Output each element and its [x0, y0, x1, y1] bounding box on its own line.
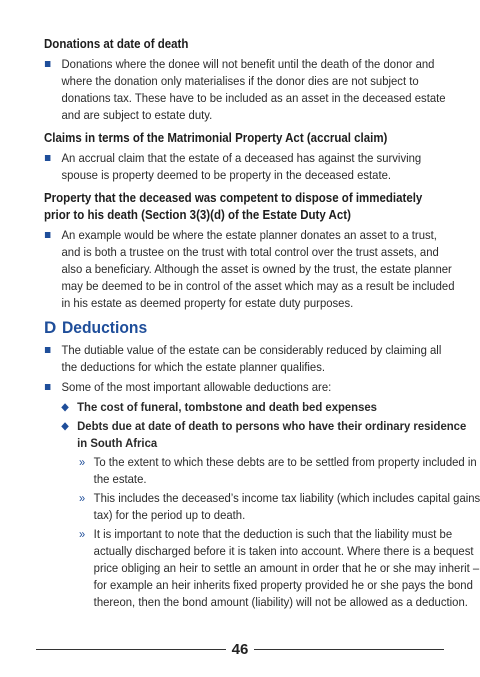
section-heading: Donations at date of death — [44, 37, 189, 51]
sub-sub-bullet-text: This includes the deceased’s income tax liability (which includes capital gains tax) for the period up to death. — [93, 491, 480, 522]
section-title: Deductions — [62, 318, 148, 337]
section-donations — [44, 36, 444, 124]
footer-rule-left — [36, 649, 226, 650]
sub-sub-bullet-text: To the extent to which these debts are to be settled from property included in the estate. — [93, 455, 477, 486]
bullet-text: Some of the most important allowable deductions are: — [61, 380, 332, 394]
deductions-heading — [44, 318, 444, 338]
section-letter: D — [44, 318, 57, 337]
page-footer — [36, 640, 444, 658]
sub-sub-bullet-item — [44, 490, 480, 524]
section-heading: Claims in terms of the Matrimonial Property Act (accrual claim) — [44, 131, 388, 145]
bullet-item — [44, 227, 459, 312]
diamond-bullet-icon: ◆ — [61, 421, 69, 432]
sub-bullet-item — [44, 399, 475, 416]
square-bullet-icon — [45, 347, 51, 353]
bullet-item — [44, 56, 459, 124]
bullet-item — [44, 342, 459, 376]
square-bullet-icon — [45, 232, 51, 238]
footer-rule-right — [254, 649, 444, 650]
square-bullet-icon — [45, 384, 51, 390]
bullet-text: Donations where the donee will not benefit until the death of the donor and where the donation only materialises if the donor dies are not subject to donations tax. These have to be included as an asset in the deceased estate and are subject to estate duty. — [61, 57, 446, 122]
sub-sub-bullet-item — [44, 526, 480, 611]
section-heading: Property that the deceased was competent to dispose of immediately prior to his death (Section 3(3)(d) of the Estate Duty Act) — [44, 191, 423, 222]
square-bullet-icon — [45, 155, 51, 161]
bullet-text: An accrual claim that the estate of a deceased has against the surviving spouse is property deemed to be property in the deceased estate. — [61, 151, 422, 182]
sub-sub-bullet-text: It is important to note that the deduction is such that the liability must be actually discharged before it is taken into account. Where there is a bequest price obliging an heir to settle an amount in order that he or she may inherit – for example an heir inherits fixed property provided he or she pays the bond thereon, then the bond amount (liability) will not be allowed as a deduction. — [93, 527, 480, 609]
bullet-item — [44, 150, 459, 184]
sub-bullet-text: The cost of funeral, tombstone and death bed expenses — [77, 400, 377, 414]
double-chevron-icon: » — [78, 455, 86, 469]
sub-sub-bullet-item — [44, 454, 480, 488]
section-competent-property — [44, 190, 455, 312]
double-chevron-icon: » — [78, 527, 86, 541]
sub-bullet-text: Debts due at date of death to persons who have their ordinary residence in South Africa — [77, 419, 467, 450]
page-content — [44, 36, 480, 613]
diamond-bullet-icon: ◆ — [61, 402, 69, 413]
bullet-text: An example would be where the estate planner donates an asset to a trust, and is both a trustee on the trust with total control over the trust assets, and also a beneficiary. Although the asset is owned by the trust, the estate planner may be deemed to be in control of the asset which may as a result be included in his estate as deemed property for estate duty purposes. — [61, 228, 455, 310]
bullet-item — [44, 379, 459, 396]
double-chevron-icon: » — [78, 491, 86, 505]
sub-bullet-item — [44, 418, 475, 452]
section-accrual-claim — [44, 130, 444, 184]
bullet-text: The dutiable value of the estate can be considerably reduced by claiming all the deductions for which the estate planner qualifies. — [61, 343, 442, 374]
page-number: 46 — [231, 640, 249, 658]
square-bullet-icon — [45, 61, 51, 67]
